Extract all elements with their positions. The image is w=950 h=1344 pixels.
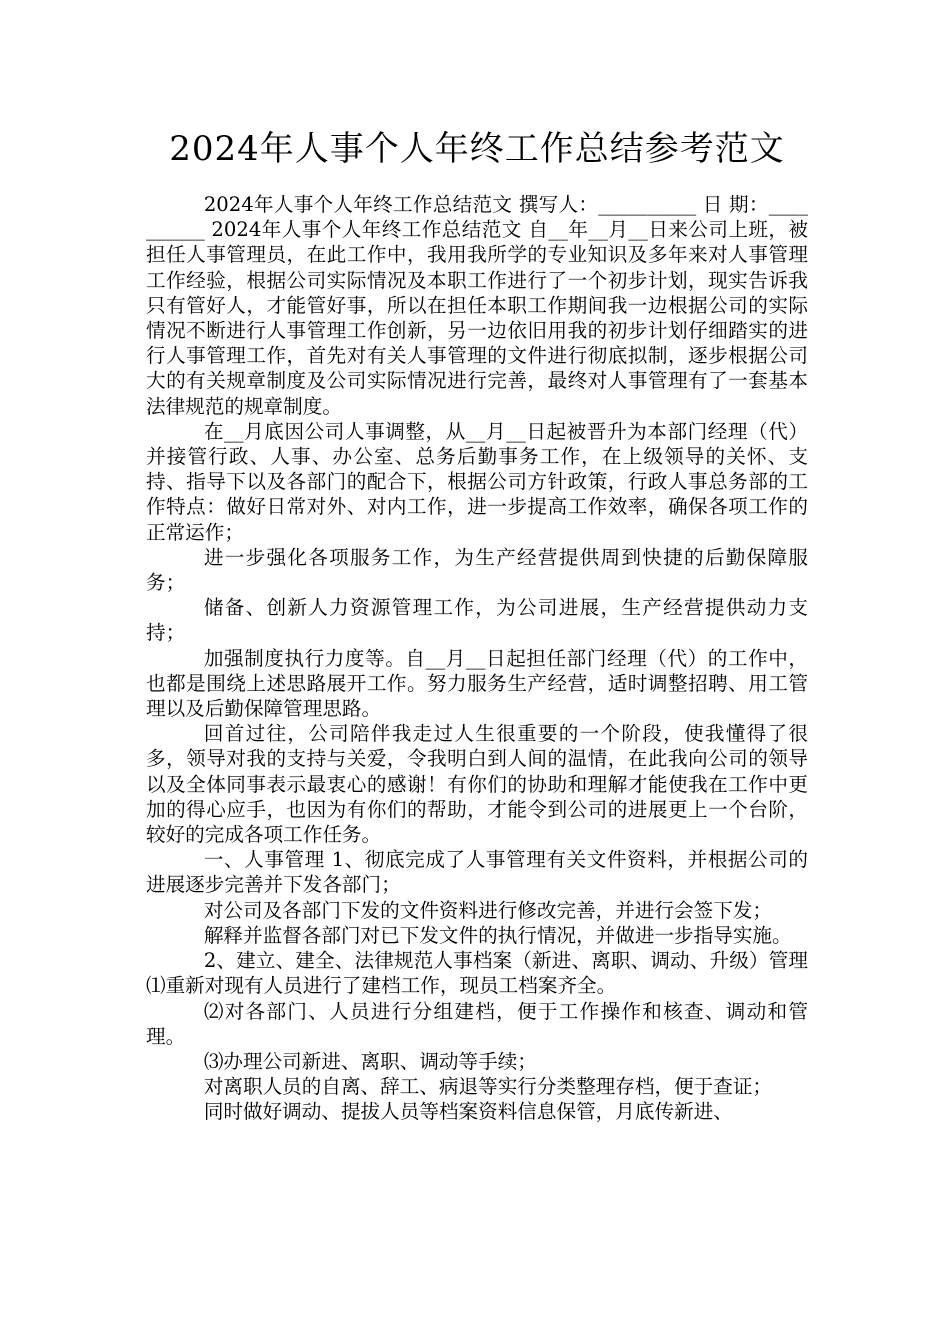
document-body <box>146 192 808 1125</box>
paragraph: 同时做好调动、提拔人员等档案资料信息保管，月底传新进、 <box>203 1100 733 1124</box>
paragraph: 回首过往，公司陪伴我走过人生很重要的一个阶段，使我懂得了很多，领导对我的支持与关爱，令我明白到人间的温情，在此我向公司的领导以及全体同事表示最衷心的感谢！有你们的协助和理解才能使我在工作中更加的得心应手，也因为有你们的帮助，才能令到公司的进展更上一个台阶，较好的完成各项工作任务。 <box>146 722 808 847</box>
paragraph: 2、建立、建全、法律规范人事档案（新进、离职、调动、升级）管理 ⑴重新对现有人员进行了建档工作，现员工档案齐全。 <box>146 949 808 998</box>
paragraph: 对离职人员的自离、辞工、病退等实行分类整理存档，便于查证； <box>203 1075 773 1099</box>
document-page <box>146 120 808 1125</box>
document-title: 2024年人事个人年终工作总结参考范文 <box>169 129 785 169</box>
paragraph: 进一步强化各项服务工作，为生产经营提供周到快捷的后勤保障服务； <box>146 545 808 595</box>
paragraph: 储备、创新人力资源管理工作，为公司进展，生产经营提供动力支持； <box>146 596 808 645</box>
paragraph: 一、人事管理 1、彻底完成了人事管理有关文件资料，并根据公司的进展逐步完善并下发各部门； <box>146 848 808 897</box>
paragraph: 2024年人事个人年终工作总结范文 撰写人：__________ 日 期：__________ 2024年人事个人年终工作总结范文 自__年__月__日来公司上班，被担任人事管理员，在此工作中，我用我所学的专业知识及多年来对人事管理工作经验，根据公司实际情况及本职工作进行了一个初步计划，现实告诉我只有管好人，才能管好事，所以在担任本职工作期间我一边根据公司的实际情况不断进行人事管理工作创新，另一边依旧用我的初步计划仔细踏实的进行人事管理工作，首先对有关人事管理的文件进行彻底拟制，逐步根据公司大的有关规章制度及公司实际情况进行完善，最终对人事管理有了一套基本法律规范的规章制度。 <box>146 193 808 418</box>
paragraph: ⑶办理公司新进、离职、调动等手续； <box>203 1049 537 1073</box>
paragraph: 加强制度执行力度等。自__月__日起担任部门经理（代）的工作中，也都是围绕上述思路展开工作。努力服务生产经营，适时调整招聘、用工管理以及后勤保障管理思路。 <box>146 646 808 721</box>
paragraph: ⑵对各部门、人员进行分组建档，便于工作操作和核查、调动和管理。 <box>146 999 808 1048</box>
paragraph: 对公司及各部门下发的文件资料进行修改完善，并进行会签下发； <box>203 898 773 922</box>
paragraph: 解释并监督各部门对已下发文件的执行情况，并做进一步指导实施。 <box>203 923 792 947</box>
paragraph: 在__月底因公司人事调整，从__月__日起被晋升为本部门经理（代）并接管行政、人事、办公室、总务后勤事务工作，在上级领导的关怀、支持、指导下以及各部门的配合下，根据公司方针政策，行政人事总务部的工作特点：做好日常对外、对内工作，进一步提高工作效率，确保各项工作的正常运作； <box>146 419 808 544</box>
